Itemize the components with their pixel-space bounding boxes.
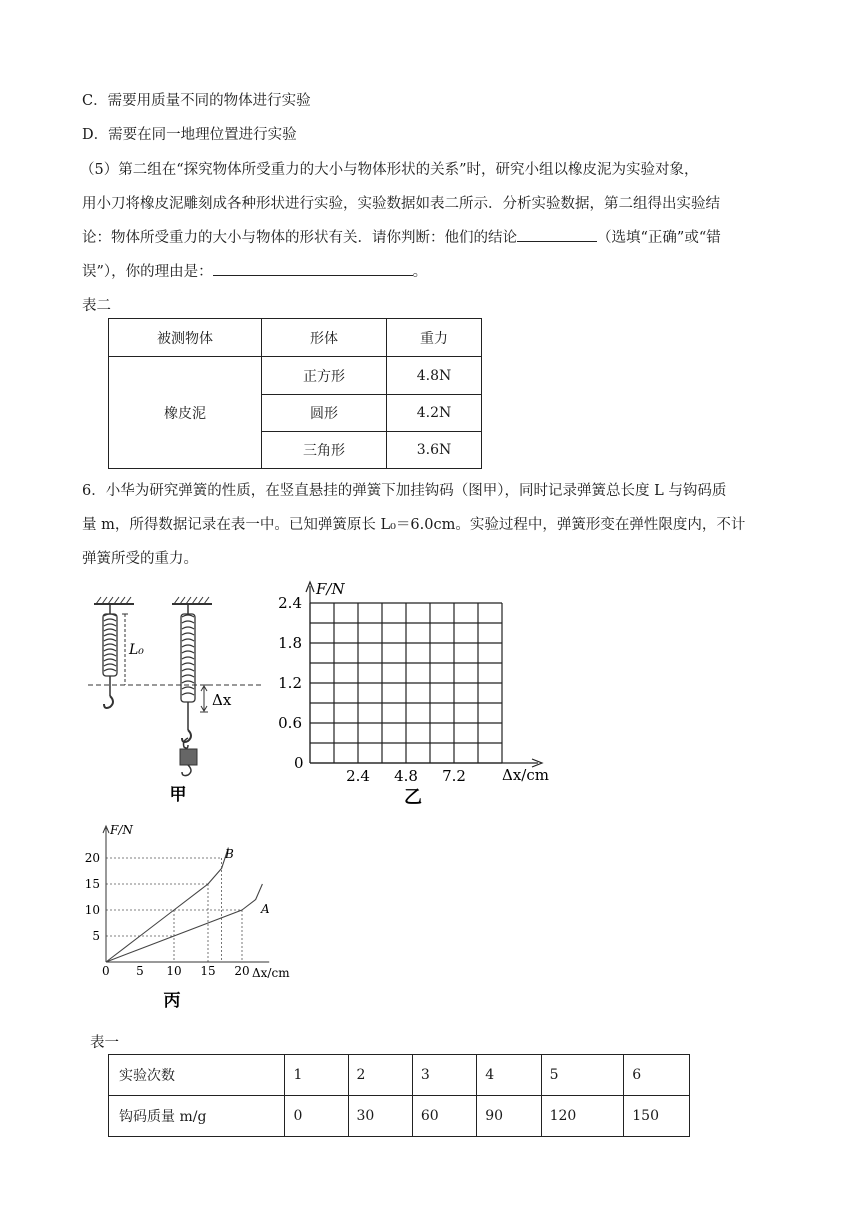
- table1-cell: 3: [412, 1055, 476, 1096]
- table2-header-weight: 重力: [387, 319, 482, 357]
- table1-cell: 钩码质量 m/g: [109, 1096, 285, 1137]
- q5-line-4-end: 。: [412, 264, 428, 280]
- table1: [108, 1054, 690, 1137]
- figure-jia-springs: [82, 592, 262, 812]
- table2-weight-cell: 4.2N: [387, 395, 482, 432]
- yi-x-axis-label: Δx/cm: [502, 766, 549, 784]
- y-tick-label: 20: [84, 851, 100, 865]
- q5-line-4: [82, 260, 427, 281]
- table2-header-object: 被测物体: [109, 319, 262, 357]
- caption-yi: 乙: [404, 787, 422, 808]
- table2-weight-cell: 3.6N: [387, 432, 482, 469]
- table1-cell: 实验次数: [109, 1055, 285, 1096]
- table1-cell: 2: [348, 1055, 412, 1096]
- table2-weight-cell: 4.8N: [387, 357, 482, 395]
- table2-shape-cell: 圆形: [262, 395, 387, 432]
- x-tick-label: 15: [200, 964, 216, 978]
- table1-cell: 30: [348, 1096, 412, 1137]
- caption-bing: 丙: [163, 991, 181, 1011]
- option-c: C．需要用质量不同的物体进行实验: [82, 93, 311, 109]
- q5-line-3-text: 论：物体所受重力的大小与物体的形状有关．请你判断：他们的结论: [82, 230, 517, 246]
- axes: [103, 826, 269, 962]
- grid-lines: [310, 603, 502, 763]
- table1-cell: 1: [285, 1055, 348, 1096]
- series-line-b: [106, 848, 228, 962]
- yi-origin-label: 0: [294, 754, 304, 772]
- y-tick-label: 15: [84, 877, 100, 891]
- table2-shape-cell: 三角形: [262, 432, 387, 469]
- yi-y-axis-label: F/N: [316, 580, 345, 598]
- table1-cell: 120: [541, 1096, 624, 1137]
- x-tick-label: 4.8: [394, 767, 418, 785]
- dx-label: Δx: [212, 691, 232, 709]
- x-tick-label: 5: [136, 964, 144, 978]
- bing-origin-label: 0: [102, 964, 110, 978]
- y-tick-label: 1.8: [278, 634, 302, 652]
- answer-blank-2[interactable]: [213, 260, 413, 276]
- q5-line-1: （5）第二组在“探究物体所受重力的大小与物体形状的关系”时，研究小组以橡皮泥为实验对象，: [80, 162, 699, 178]
- series-line-a: [106, 884, 262, 962]
- table1-cell: 0: [285, 1096, 348, 1137]
- table1-cell: 5: [541, 1055, 624, 1096]
- q6-line-1: 6．小华为研究弹簧的性质，在竖直悬挂的弹簧下加挂钩码（图甲），同时记录弹簧总长度 L 与钩码质: [82, 483, 727, 499]
- l0-label: L₀: [129, 642, 144, 658]
- table1-cell: 60: [412, 1096, 476, 1137]
- axes: [306, 582, 542, 767]
- figure-bing-line-chart: [82, 822, 302, 1012]
- y-tick-label: 1.2: [278, 674, 302, 692]
- table1-cell: 4: [477, 1055, 541, 1096]
- x-tick-label: 10: [166, 964, 182, 978]
- curve-b-label: B: [225, 847, 234, 861]
- table2-shape-cell: 正方形: [262, 357, 387, 395]
- table1-cell: 150: [624, 1096, 690, 1137]
- y-tick-label: 10: [84, 903, 100, 917]
- x-tick-label: 2.4: [346, 767, 370, 785]
- answer-blank-1[interactable]: [517, 226, 597, 242]
- series-lines: [106, 848, 262, 962]
- table2-caption: 表二: [82, 298, 111, 314]
- figure-yi-grid-chart: [270, 578, 560, 808]
- option-d: D．需要在同一地理位置进行实验: [82, 127, 297, 143]
- x-tick-label: 7.2: [442, 767, 466, 785]
- q5-line-2: 用小刀将橡皮泥雕刻成各种形状进行实验，实验数据如表二所示．分析实验数据，第二组得出实验结: [82, 196, 720, 212]
- table1-cell: 6: [624, 1055, 690, 1096]
- table2-object-cell: 橡皮泥: [109, 357, 262, 469]
- table1-cell: 90: [477, 1096, 541, 1137]
- bing-x-axis-label: Δx/cm: [252, 966, 290, 980]
- caption-jia: 甲: [169, 785, 187, 805]
- bing-y-axis-label: F/N: [110, 823, 133, 837]
- q5-line-3: [82, 226, 721, 247]
- y-tick-label: 5: [92, 929, 100, 943]
- y-tick-label: 0.6: [278, 714, 302, 732]
- q5-line-4-text: 误”），你的理由是：: [82, 264, 213, 280]
- q6-line-2: 量 m，所得数据记录在表一中。已知弹簧原长 L₀＝6.0cm。实验过程中，弹簧形变在弹性限度内，不计: [82, 517, 746, 533]
- table1-row: [109, 1055, 690, 1096]
- q5-line-3-text-b: （选填“正确”或“错: [597, 230, 721, 246]
- table1-caption: 表一: [90, 1035, 119, 1051]
- x-tick-label: 20: [234, 964, 250, 978]
- q6-line-3: 弹簧所受的重力。: [82, 551, 198, 567]
- table2: [108, 318, 482, 469]
- curve-a-label: A: [261, 902, 270, 916]
- table2-header-shape: 形体: [262, 319, 387, 357]
- table1-row: [109, 1096, 690, 1137]
- y-tick-label: 2.4: [278, 594, 302, 612]
